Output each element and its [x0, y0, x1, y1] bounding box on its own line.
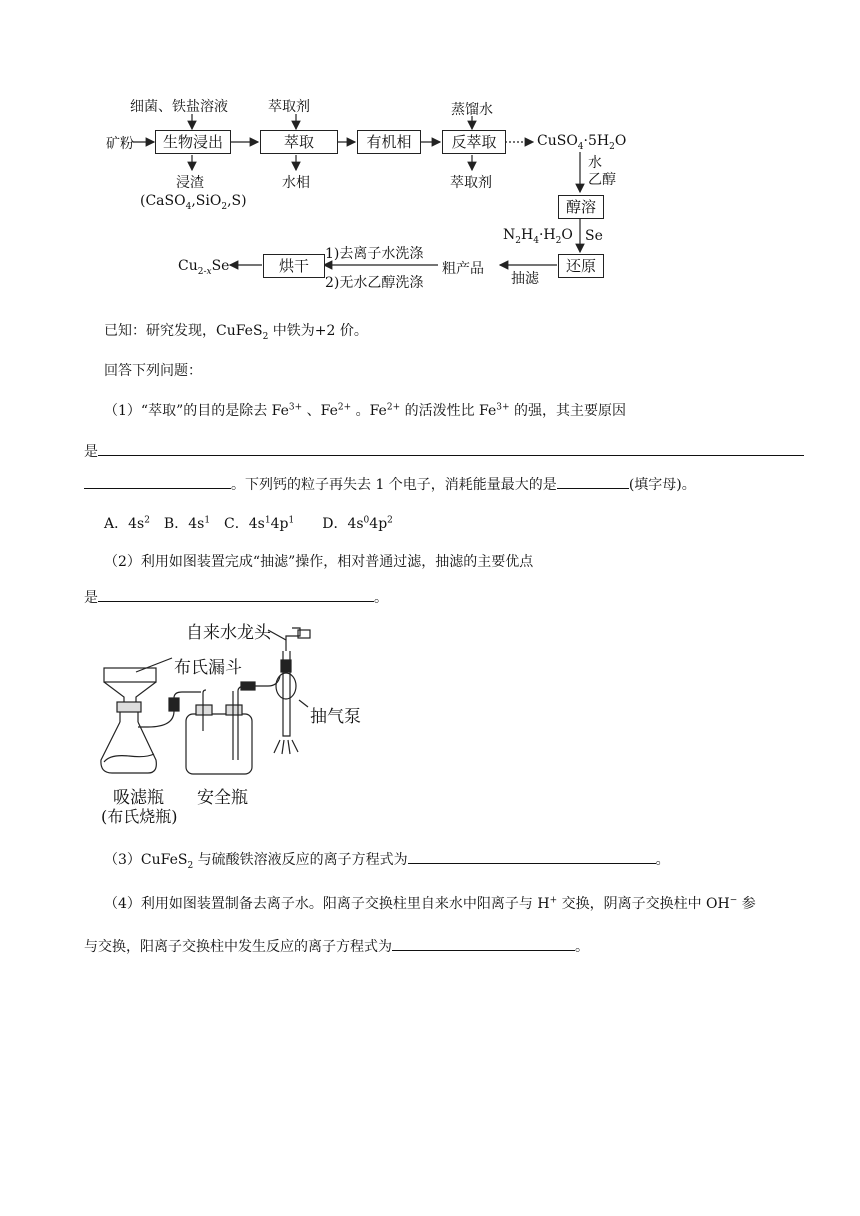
question-4-line-b [84, 936, 589, 957]
answer-prompt: 回答下列问题： [104, 363, 202, 379]
extract-box: 萃取 [260, 130, 338, 154]
extractant-out-label: 萃取剂 [450, 175, 492, 191]
buchner-funnel-label: 布氏漏斗 [174, 658, 242, 678]
tap-label: 自来水龙头 [186, 623, 271, 643]
ethanol-label: 乙醇 [588, 172, 616, 188]
pump-label: 抽气泵 [310, 707, 361, 727]
bio-input-label: 细菌、铁盐溶液 [130, 99, 228, 115]
water-phase-label: 水相 [282, 175, 310, 191]
distilled-water-label: 蒸馏水 [451, 102, 493, 118]
dry-box: 烘干 [263, 254, 325, 278]
safety-bottle-label: 安全瓶 [197, 788, 248, 808]
q1-text-c: (填字母)。 [628, 477, 696, 493]
answer-blank-3[interactable] [408, 849, 656, 864]
alcohol-dissolve-box: 醇溶 [558, 195, 604, 219]
wash2-label: 2)无水乙醇洗涤 [325, 275, 424, 291]
answer-blank-4[interactable] [392, 936, 575, 951]
question-2-line-a: （2）利用如图装置完成“抽滤”操作，相对普通过滤，抽滤的主要优点 [104, 554, 534, 570]
bio-leach-box: 生物浸出 [155, 130, 231, 154]
q4-end: 。 [575, 939, 589, 955]
question-1-line-a: （1）“萃取”的目的是除去 $Fe^{3+}$ 、$Fe^{2+}$ 。$Fe^{2+}$ 的活泼性比 $Fe^{3+}$ 的强，其主要原因 [104, 402, 626, 419]
residue-label: 浸渣 [176, 175, 204, 191]
extractant-label: 萃取剂 [268, 99, 310, 115]
reduce-box: 还原 [558, 254, 604, 278]
suction-label: 抽滤 [511, 271, 539, 287]
product-label: $Cu_{2-x}Se$ [178, 258, 230, 277]
wash1-label: 1)去离子水洗涤 [325, 246, 424, 262]
cuso4-label: $CuSO_4\cdot 5H_2O$ [537, 133, 627, 152]
question-3-line: （3）CuFeS$_2$ 与硫酸铁溶液反应的离子方程式为 。 [104, 849, 670, 870]
ore-label: 矿粉 [106, 136, 134, 152]
residue-formula: (CaSO$_4$,SiO$_2$,S) [140, 193, 247, 212]
q4-text-b: 与交换，阳离子交换柱中发生反应的离子方程式为 [84, 939, 392, 955]
back-extract-box: 反萃取 [442, 130, 506, 154]
question-1-options: A．$4s^2$ B．$4s^1$ C．$4s^14p^1$ D．$4s^04p^2$ [104, 515, 393, 532]
q1-text-b: 。下列钙的粒子再失去 1 个电子，消耗能量最大的是 [231, 477, 557, 493]
filter-flask-label: 吸滤瓶 [113, 788, 164, 808]
q2-end: 。 [374, 590, 388, 606]
se-label: Se [585, 228, 603, 244]
question-4-line-a: （4）利用如图装置制备去离子水。阳离子交换柱里自来水中阳离子与 H+ 交换，阴离子交换柱中 OH− 参 [104, 895, 756, 912]
filter-flask-alt-label: (布氏烧瓶) [101, 807, 178, 826]
water-label: 水 [588, 155, 602, 171]
q2-is: 是 [84, 590, 98, 606]
n2h4-label: $N_2H_4\cdot H_2O$ [503, 227, 573, 246]
organic-phase-box: 有机相 [357, 130, 421, 154]
crude-product-label: 粗产品 [442, 261, 484, 277]
q1-is: 是 [84, 444, 98, 460]
known-line: 已知：研究发现，CuFeS$_2$ 中铁为+2 价。 [104, 323, 368, 342]
